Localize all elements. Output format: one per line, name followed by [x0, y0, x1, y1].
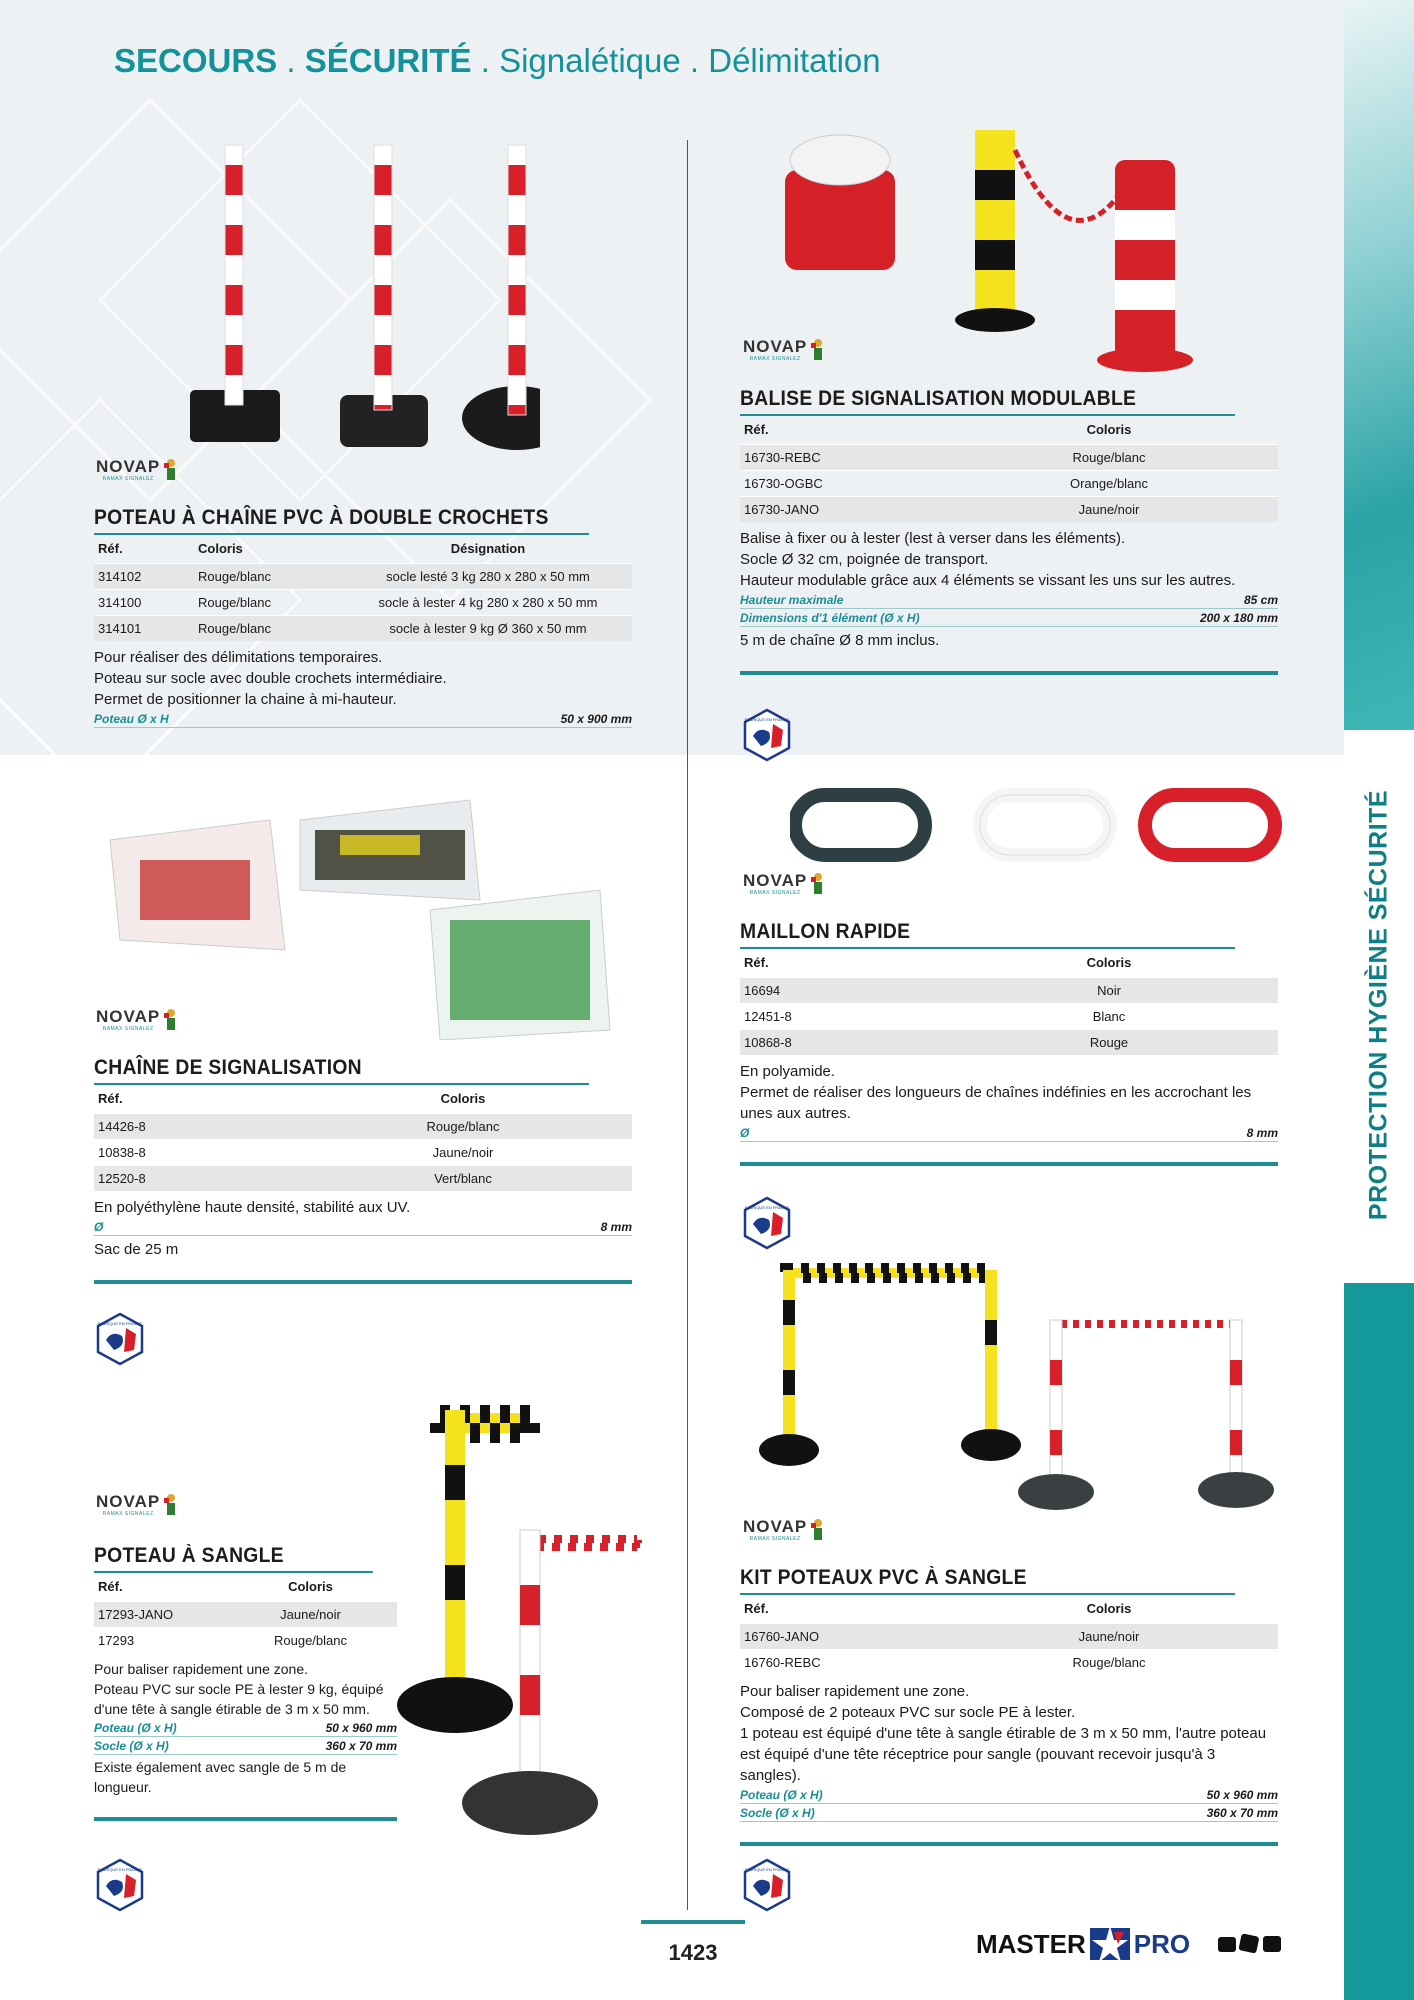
kit-image — [750, 1260, 1280, 1515]
col-header: Coloris — [1086, 955, 1132, 971]
table-row — [94, 1113, 632, 1139]
product-title: KIT POTEAUX PVC À SANGLE — [740, 1566, 1235, 1595]
col-header: Réf. — [98, 1579, 123, 1595]
cell-color: Rouge/blanc — [224, 1627, 397, 1653]
spec-row: Hauteur maximale 85 cm — [740, 593, 1278, 607]
product-extra: Sac de 25 m — [94, 1241, 179, 1258]
col-header: Réf. — [744, 1601, 769, 1617]
cell-color: Jaune/noir — [940, 496, 1278, 522]
cell-designation: socle lesté 3 kg 280 x 280 x 50 mm — [344, 563, 632, 589]
made-in-france-badge-icon — [743, 1858, 791, 1912]
table-row — [740, 496, 1278, 522]
novap-logo: NOVAP RAMAX SIGNALEZ — [96, 1493, 178, 1521]
cell-ref: 16694 — [740, 977, 940, 1003]
side-decor-image — [1344, 0, 1414, 730]
cell-ref: 17293-JANO — [94, 1601, 224, 1627]
col-header: Coloris — [1086, 422, 1132, 438]
spec-row: Poteau Ø x H 50 x 900 mm — [94, 712, 632, 726]
cell-ref: 314102 — [94, 563, 194, 589]
novap-figure-icon — [811, 1518, 825, 1546]
table-row — [94, 563, 632, 589]
cell-color: Rouge — [940, 1029, 1278, 1055]
poteau-chaine-image — [180, 135, 540, 455]
product-table — [94, 1085, 632, 1191]
product-extra: Existe également avec sangle de 5 m de longueur. — [94, 1759, 347, 1795]
svg-text:FABRIQUÉ EN FRANCE: FABRIQUÉ EN FRANCE — [744, 717, 790, 722]
cell-color: Rouge/blanc — [194, 615, 344, 641]
novap-logo: NOVAP RAMAX SIGNALEZ — [96, 458, 178, 486]
col-header: Coloris — [288, 1579, 333, 1595]
section-rule — [94, 1817, 397, 1821]
product-title: BALISE DE SIGNALISATION MODULABLE — [740, 387, 1235, 416]
spec-row: Poteau (Ø x H) 50 x 960 mm — [740, 1788, 1278, 1802]
cell-ref: 16730-OGBC — [740, 470, 940, 496]
product-title: MAILLON RAPIDE — [740, 920, 1235, 949]
novap-logo: NOVAP RAMAX SIGNALEZ — [743, 338, 825, 366]
cell-color: Rouge/blanc — [940, 1649, 1278, 1675]
cell-ref: 314100 — [94, 589, 194, 615]
cell-color: Rouge/blanc — [940, 444, 1278, 470]
svg-text:FABRIQUÉ EN FRANCE: FABRIQUÉ EN FRANCE — [97, 1321, 143, 1326]
table-row — [94, 615, 632, 641]
product-table — [740, 1595, 1278, 1675]
section-chaine — [94, 1056, 632, 1284]
product-description: Pour baliser rapidement une zone. Poteau PVC sur socle PE à lester 9 kg, équipé d'une tête à sangle étirable de 3 m x 50 mm. — [94, 1661, 384, 1717]
cell-color: Rouge/blanc — [294, 1113, 632, 1139]
masterpro-logo: MASTER PRO — [976, 1924, 1284, 1964]
cell-ref: 314101 — [94, 615, 194, 641]
section-poteau-sangle — [94, 1544, 397, 1821]
table-row — [94, 1627, 397, 1653]
product-table — [740, 416, 1278, 522]
table-row — [94, 589, 632, 615]
balise-image — [775, 120, 1215, 380]
svg-text:FABRIQUÉ EN FRANCE: FABRIQUÉ EN FRANCE — [744, 1205, 790, 1210]
spec-row: Ø 8 mm — [740, 1126, 1278, 1140]
table-row — [740, 470, 1278, 496]
page-heading: SECOURS . SÉCURITÉ . Signalétique . Délimitation — [114, 42, 881, 79]
poteau-sangle-image — [395, 1405, 655, 1845]
side-strip-teal — [1344, 1283, 1414, 2000]
cell-ref: 16730-JANO — [740, 496, 940, 522]
made-in-france-badge-icon — [743, 1196, 791, 1250]
side-section-title: PROTECTION HYGIÈNE SÉCURITÉ — [1364, 789, 1393, 1221]
product-table — [94, 535, 632, 641]
decorative-blocks-icon — [1218, 1933, 1284, 1955]
chaine-image — [100, 770, 620, 1040]
cell-designation: socle à lester 4 kg 280 x 280 x 50 mm — [344, 589, 632, 615]
svg-text:FABRIQUÉ EN FRANCE: FABRIQUÉ EN FRANCE — [97, 1867, 143, 1872]
product-title: POTEAU À SANGLE — [94, 1544, 373, 1573]
cell-ref: 12520-8 — [94, 1165, 294, 1191]
product-description: En polyéthylène haute densité, stabilité aux UV. — [94, 1199, 411, 1216]
product-table — [94, 1573, 397, 1653]
star-icon — [1090, 1924, 1130, 1964]
cell-ref: 16730-REBC — [740, 444, 940, 470]
cell-color: Blanc — [940, 1003, 1278, 1029]
table-row — [740, 1003, 1278, 1029]
cell-color: Jaune/noir — [294, 1139, 632, 1165]
table-row — [94, 1165, 632, 1191]
cell-color: Jaune/noir — [224, 1601, 397, 1627]
product-extra: 5 m de chaîne Ø 8 mm inclus. — [740, 632, 940, 649]
product-description: Pour réaliser des délimitations temporaires. Poteau sur socle avec double crochets intermédiaire. Permet de positionner la chaine à mi-hauteur. — [94, 649, 447, 708]
made-in-france-badge-icon — [96, 1858, 144, 1912]
section-rule — [740, 1842, 1278, 1846]
table-row — [94, 1139, 632, 1165]
cell-ref: 10868-8 — [740, 1029, 940, 1055]
novap-logo: NOVAP RAMAX SIGNALEZ — [743, 872, 825, 900]
table-row — [740, 1029, 1278, 1055]
product-title: POTEAU À CHAÎNE PVC À DOUBLE CROCHETS — [94, 506, 589, 535]
cell-ref: 16760-JANO — [740, 1623, 940, 1649]
cell-color: Vert/blanc — [294, 1165, 632, 1191]
table-row — [94, 1601, 397, 1627]
novap-logo: NOVAP RAMAX SIGNALEZ — [743, 1518, 825, 1546]
product-table — [740, 949, 1278, 1055]
section-poteau-chaine — [94, 506, 632, 728]
cell-designation: socle à lester 9 kg Ø 360 x 50 mm — [344, 615, 632, 641]
section-kit — [740, 1566, 1278, 1846]
section-maillon — [740, 920, 1278, 1166]
made-in-france-badge-icon — [743, 708, 791, 762]
section-rule — [94, 1280, 632, 1284]
col-header: Coloris — [440, 1091, 486, 1107]
cell-color: Rouge/blanc — [194, 589, 344, 615]
col-header: Réf. — [744, 422, 769, 438]
table-row — [740, 1649, 1278, 1675]
svg-text:FABRIQUÉ EN FRANCE: FABRIQUÉ EN FRANCE — [744, 1867, 790, 1872]
col-header: Coloris — [1086, 1601, 1132, 1617]
column-divider — [687, 140, 688, 1910]
page-number: 1423 — [668, 1940, 718, 1965]
table-row — [740, 444, 1278, 470]
col-header: Réf. — [98, 541, 123, 557]
cell-ref: 12451-8 — [740, 1003, 940, 1029]
novap-figure-icon — [164, 1493, 178, 1521]
novap-figure-icon — [811, 338, 825, 366]
spec-row: Dimensions d'1 élément (Ø x H) 200 x 180 mm — [740, 611, 1278, 625]
cell-color: Jaune/noir — [940, 1623, 1278, 1649]
section-balise — [740, 387, 1278, 675]
table-row — [740, 1623, 1278, 1649]
spec-row: Ø 8 mm — [94, 1220, 632, 1234]
table-row — [740, 977, 1278, 1003]
col-header: Coloris — [198, 541, 243, 557]
spec-row: Socle (Ø x H) 360 x 70 mm — [94, 1739, 397, 1753]
novap-figure-icon — [164, 1008, 178, 1036]
cell-color: Rouge/blanc — [194, 563, 344, 589]
made-in-france-badge-icon — [96, 1312, 144, 1366]
cell-ref: 10838-8 — [94, 1139, 294, 1165]
cell-color: Noir — [940, 977, 1278, 1003]
cell-color: Orange/blanc — [940, 470, 1278, 496]
spec-row: Poteau (Ø x H) 50 x 960 mm — [94, 1721, 397, 1735]
cell-ref: 14426-8 — [94, 1113, 294, 1139]
col-header: Réf. — [98, 1091, 123, 1107]
cell-ref: 17293 — [94, 1627, 224, 1653]
product-description: Pour baliser rapidement une zone. Composé de 2 poteaux PVC sur socle PE à lester. 1 poteau est équipé d'une tête à sangle étirable de 3 m x 50 mm, l'autre poteau est équipé d'une tête réceptrice pour sangle (pouvant recevoir jusqu'à 3 sangles). — [740, 1683, 1267, 1784]
col-header: Désignation — [450, 541, 526, 557]
novap-logo: NOVAP RAMAX SIGNALEZ — [96, 1008, 178, 1036]
product-title: CHAÎNE DE SIGNALISATION — [94, 1056, 589, 1085]
section-rule — [740, 1162, 1278, 1166]
product-description: En polyamide. Permet de réaliser des longueurs de chaînes indéfinies en les accrochant les unes aux autres. — [740, 1063, 1252, 1122]
spec-row: Socle (Ø x H) 360 x 70 mm — [740, 1806, 1278, 1820]
section-rule — [740, 671, 1278, 675]
novap-figure-icon — [164, 458, 178, 486]
product-description: Balise à fixer ou à lester (lest à verser dans les éléments). Socle Ø 32 cm, poignée de transport. Hauteur modulable grâce aux 4 éléments se vissant les uns sur les autres. — [740, 530, 1236, 589]
novap-figure-icon — [811, 872, 825, 900]
col-header: Réf. — [744, 955, 769, 971]
maillon-image — [790, 785, 1290, 865]
cell-ref: 16760-REBC — [740, 1649, 940, 1675]
page-number-rule — [641, 1920, 745, 1924]
